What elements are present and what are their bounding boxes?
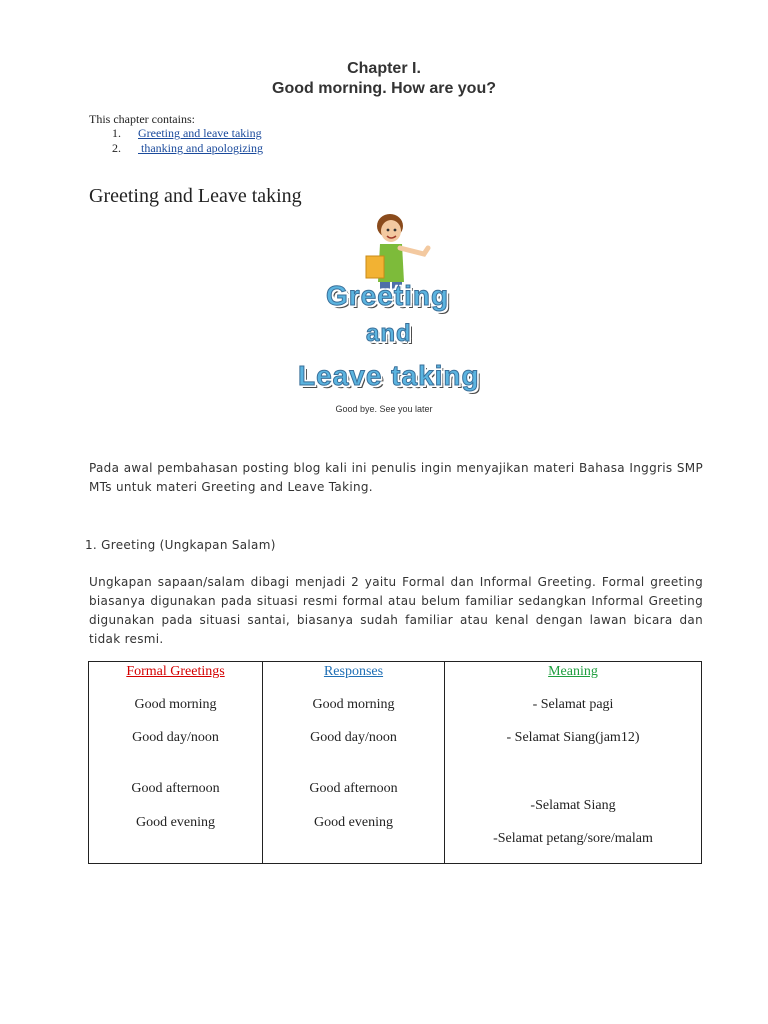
table-cell: Good morning xyxy=(312,697,395,712)
table-cell: Good morning xyxy=(134,697,217,712)
table-cell: Good afternoon xyxy=(309,781,398,796)
table-cell: - Selamat Siang(jam12) xyxy=(506,730,640,745)
header-responses: Responses xyxy=(323,664,384,679)
body-paragraph: Ungkapan sapaan/salam dibagi menjadi 2 yaitu Formal dan Informal Greeting. Formal greeting biasanya digunakan pada situasi resmi formal atau belum familiar sedangkan Informal Greeting digunakan pada situasi santai, biasanya sudah familiar atau kenal dengan lawan bicara dan tidak resmi. xyxy=(89,575,703,646)
boy-waving-icon xyxy=(360,210,440,290)
header-formal-greetings: Formal Greetings xyxy=(126,664,225,679)
table-cell: -Selamat Siang xyxy=(530,798,616,813)
table-cell: -Selamat petang/sore/malam xyxy=(493,831,653,846)
section-title: Greeting and Leave taking xyxy=(89,185,302,207)
toc-item-1 xyxy=(112,126,262,141)
chapter-subtitle: Good morning. How are you? xyxy=(272,80,496,97)
toc-item-2 xyxy=(112,141,263,156)
toc-item-number: 1. xyxy=(112,126,121,140)
table-cell: Good afternoon xyxy=(131,781,220,796)
toc-intro: This chapter contains: xyxy=(89,112,195,126)
column-formal-greetings xyxy=(89,662,263,864)
toc-link-thanking[interactable]: thanking and apologizing xyxy=(138,141,263,155)
table-cell: Good day/noon xyxy=(310,730,397,745)
table-cell: Good evening xyxy=(136,815,215,830)
table-cell: Good day/noon xyxy=(132,730,219,745)
table-cell: Good evening xyxy=(314,815,393,830)
illustration-word-and: and xyxy=(366,320,412,347)
illustration-caption: Good bye. See you later xyxy=(335,404,433,414)
greetings-table xyxy=(88,661,702,864)
subsection-heading: 1. Greeting (Ungkapan Salam) xyxy=(85,538,276,552)
greeting-illustration xyxy=(290,210,510,400)
chapter-title: Chapter I. xyxy=(347,60,421,77)
header-meaning: Meaning xyxy=(548,664,598,679)
toc-item-number: 2. xyxy=(112,141,121,155)
illustration-word-leave-taking: Leave taking xyxy=(298,360,480,391)
toc-link-greeting[interactable]: Greeting and leave taking xyxy=(138,126,262,140)
illustration-word-greeting: Greeting xyxy=(326,280,450,311)
column-meaning xyxy=(445,662,702,864)
intro-paragraph: Pada awal pembahasan posting blog kali ini penulis ingin menyajikan materi Bahasa Inggris SMP MTs untuk materi Greeting and Leave Taking. xyxy=(89,461,703,494)
table-cell: - Selamat pagi xyxy=(532,697,614,712)
column-responses xyxy=(263,662,445,864)
